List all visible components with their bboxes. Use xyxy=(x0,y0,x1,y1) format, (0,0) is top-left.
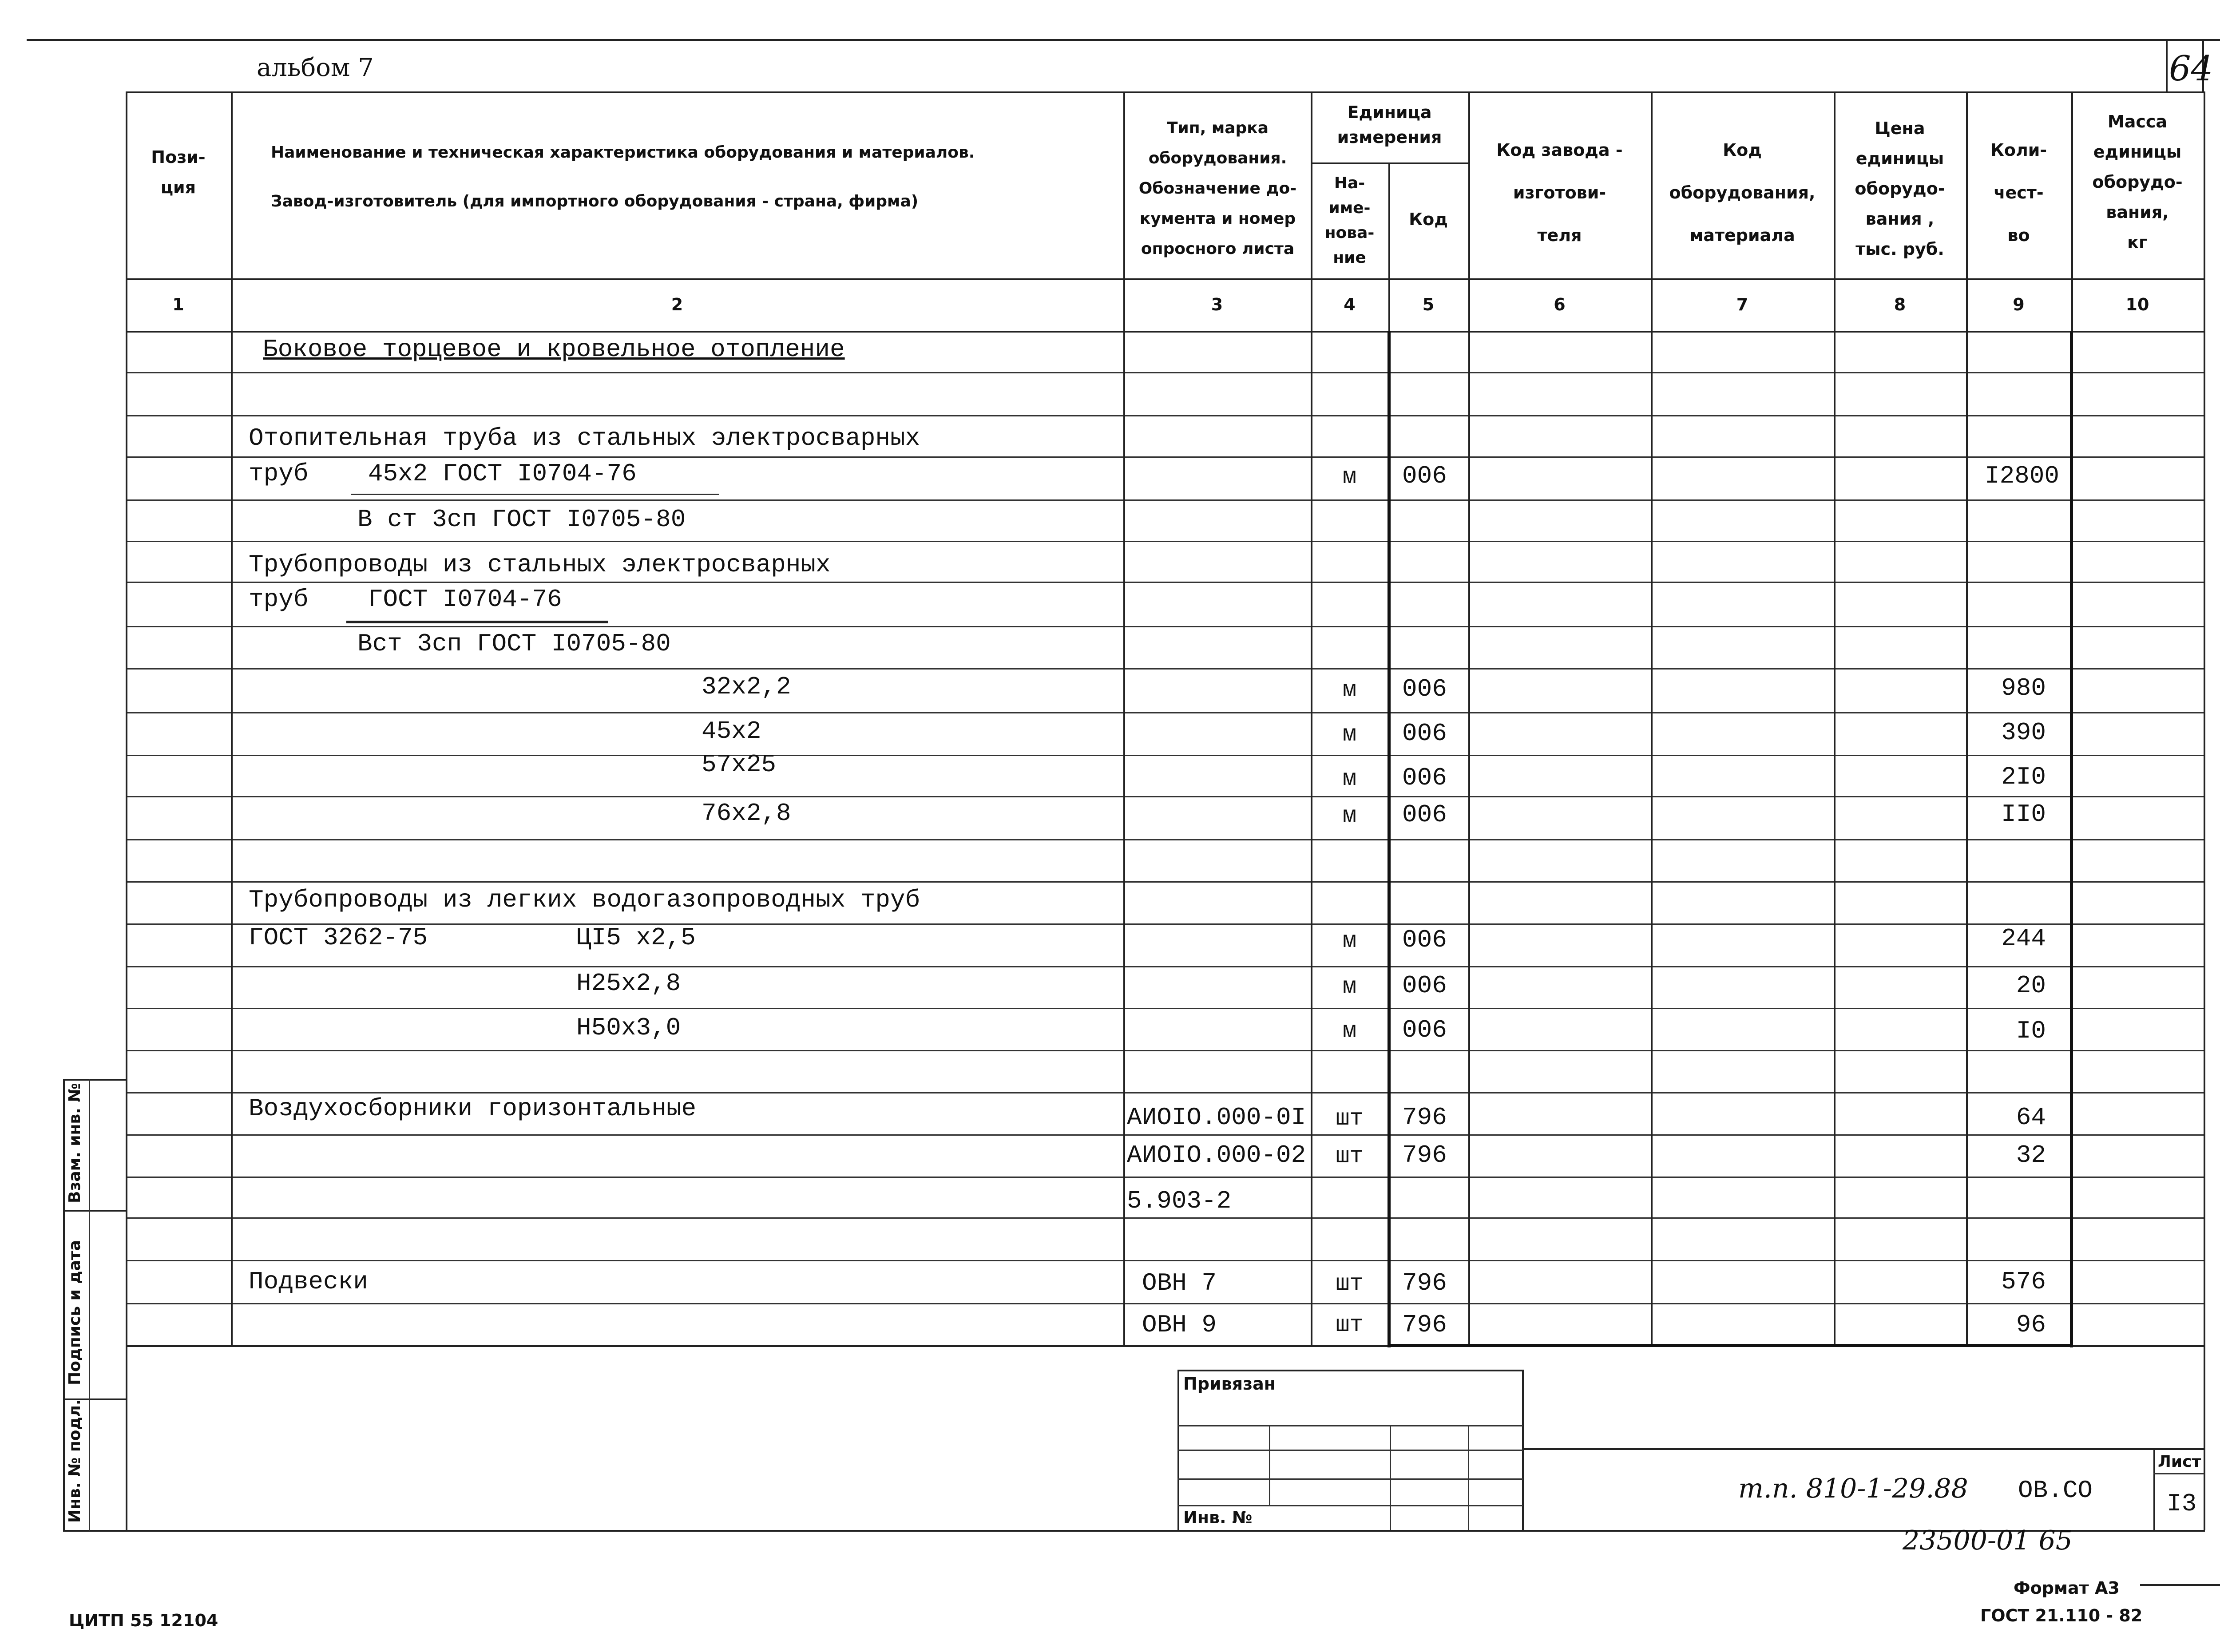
item-size: ЦI5 х2,5 xyxy=(576,923,696,952)
item-qty: I2800 xyxy=(1984,462,2059,490)
item-unit: шт xyxy=(1336,1143,1364,1169)
item-name: Трубопроводы из легких водогазопроводных труб xyxy=(249,886,920,914)
item-code: 006 xyxy=(1402,1016,1447,1044)
col-number: 7 xyxy=(1736,295,1748,314)
item-name: Вст 3сп ГОСТ I0705-80 xyxy=(357,630,671,658)
item-qty: 2I0 xyxy=(2001,763,2046,791)
item-code: 796 xyxy=(1402,1311,1447,1339)
item-name: труб 45х2 ГОСТ I0704-76 xyxy=(249,460,637,488)
stamp-replaced-inv: Взам. инв. № xyxy=(66,1083,84,1203)
item-name: Воздухосборники горизонтальные xyxy=(249,1094,697,1123)
item-type: ОВН 7 xyxy=(1142,1269,1217,1297)
item-code: 006 xyxy=(1402,926,1447,954)
sheet-number: I3 xyxy=(2167,1490,2197,1518)
document-code: т.п. 810-1-29.88 xyxy=(1738,1473,1968,1504)
col-number: 10 xyxy=(2125,295,2149,314)
item-size: 32х2,2 xyxy=(702,673,791,701)
header-unit-code: Код xyxy=(1409,210,1448,229)
format-label: Формат А3 xyxy=(2014,1578,2120,1598)
header-unit-group: Единица измерения xyxy=(1337,103,1442,147)
item-name: труб ГОСТ I0704-76 xyxy=(249,585,562,614)
item-unit: шт xyxy=(1336,1271,1364,1297)
col-number: 9 xyxy=(2013,295,2025,314)
item-qty: 20 xyxy=(2016,971,2046,1000)
handwritten-archive-number: 23500-01 65 xyxy=(1903,1525,2073,1556)
item-unit: шт xyxy=(1336,1105,1364,1132)
album-label: альбом 7 xyxy=(257,53,374,82)
header-name-line1: Наименование и техническая характеристика оборудования и материалов. xyxy=(271,143,975,162)
col-number: 6 xyxy=(1554,295,1566,314)
col-number: 4 xyxy=(1344,295,1356,314)
item-qty: 980 xyxy=(2001,674,2046,702)
item-name: ГОСТ 3262-75 xyxy=(249,923,428,952)
item-size: Н25х2,8 xyxy=(576,969,681,998)
item-unit: м xyxy=(1342,928,1357,954)
header-position: Пози- ция xyxy=(151,147,206,197)
item-qty: 32 xyxy=(2016,1141,2046,1169)
item-size: 57х25 xyxy=(702,750,777,779)
attached-label: Привязан xyxy=(1183,1374,1276,1394)
inventory-label: Инв. № xyxy=(1183,1508,1253,1527)
item-size: Н50х3,0 xyxy=(576,1014,681,1042)
item-size: 45х2 xyxy=(702,717,761,745)
item-unit: м xyxy=(1342,721,1357,748)
handwritten-page-number: 64 xyxy=(2169,49,2213,89)
item-code: 796 xyxy=(1402,1269,1447,1297)
item-type: ОВН 9 xyxy=(1142,1311,1217,1339)
item-type: АИОIО.000-0I xyxy=(1127,1103,1306,1132)
item-name: Подвески xyxy=(249,1268,368,1296)
col-number: 5 xyxy=(1422,295,1435,314)
col-number: 1 xyxy=(172,295,184,314)
item-qty: 64 xyxy=(2016,1103,2046,1132)
item-code: 006 xyxy=(1402,971,1447,1000)
item-code: 006 xyxy=(1402,462,1447,490)
item-name: В ст 3сп ГОСТ I0705-80 xyxy=(357,505,686,534)
item-qty: 244 xyxy=(2001,924,2046,953)
item-unit: шт xyxy=(1336,1312,1364,1338)
item-qty: I0 xyxy=(2016,1017,2046,1045)
col-number: 2 xyxy=(671,295,683,314)
header-equipment-code: Код оборудования, материала xyxy=(1669,140,1816,245)
col-number: 3 xyxy=(1211,295,1223,314)
item-unit: м xyxy=(1342,464,1357,490)
item-unit: м xyxy=(1342,803,1357,829)
item-name: Отопительная труба из стальных электросварных xyxy=(249,424,920,452)
item-qty: 390 xyxy=(2001,718,2046,747)
item-unit: м xyxy=(1342,1018,1357,1044)
stamp-original-inv: Инв. № подл. xyxy=(66,1399,84,1523)
document-mark: ОВ.СО xyxy=(2018,1476,2093,1505)
item-code: 796 xyxy=(1402,1103,1447,1132)
item-code: 796 xyxy=(1402,1141,1447,1169)
item-unit: м xyxy=(1342,974,1357,1000)
stamp-signature-date: Подпись и дата xyxy=(66,1240,84,1385)
item-size: 76х2,8 xyxy=(702,799,791,828)
header-price: Цена единицы оборудо- вания , тыс. руб. xyxy=(1855,119,1945,259)
header-type: Тип, марка оборудования. Обозначение до- кумента и номер опросного листа xyxy=(1138,119,1297,258)
header-unit-name: На- име- нова- ние xyxy=(1324,174,1375,267)
item-qty: 576 xyxy=(2001,1268,2046,1296)
header-plant-code: Код завода - изготови- теля xyxy=(1496,140,1623,245)
header-name-line2: Завод-изготовитель (для импортного оборудования - страна, фирма) xyxy=(271,192,919,210)
item-code: 006 xyxy=(1402,800,1447,829)
header-quantity: Коли- чест- во xyxy=(1990,140,2047,245)
item-code: 006 xyxy=(1402,764,1447,792)
item-name: Трубопроводы из стальных электросварных xyxy=(249,551,831,579)
gost-label: ГОСТ 21.110 - 82 xyxy=(1980,1606,2143,1625)
item-qty: II0 xyxy=(2001,800,2046,828)
item-type: АИОIО.000-02 xyxy=(1127,1141,1306,1169)
item-unit: м xyxy=(1342,677,1357,703)
sheet-label: Лист xyxy=(2158,1453,2201,1471)
item-code: 006 xyxy=(1402,675,1447,703)
item-qty: 96 xyxy=(2016,1311,2046,1339)
printer-label: ЦИТП 55 12104 xyxy=(69,1611,218,1630)
section-title: Боковое торцевое и кровельное отопление xyxy=(263,335,845,364)
item-type: 5.903-2 xyxy=(1127,1187,1232,1215)
item-code: 006 xyxy=(1402,719,1447,748)
item-unit: м xyxy=(1342,766,1357,792)
header-mass: Масса единицы оборудо- вания, кг xyxy=(2092,112,2183,252)
col-number: 8 xyxy=(1894,295,1906,314)
